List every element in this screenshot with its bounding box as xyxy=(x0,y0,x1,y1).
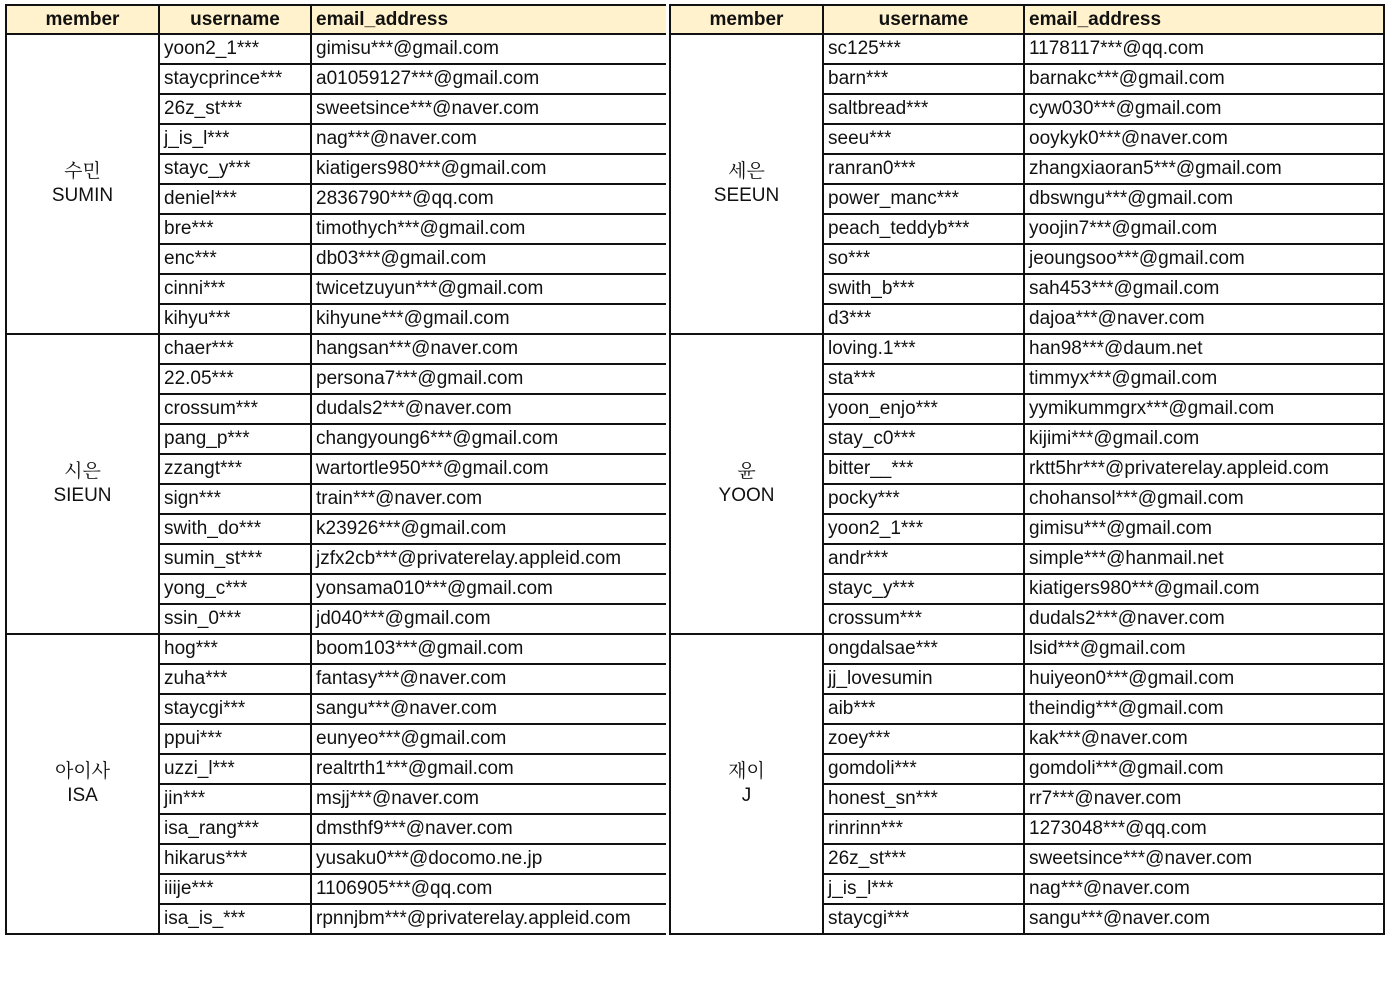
email-cell[interactable]: jd040***@gmail.com xyxy=(311,604,667,634)
username-cell[interactable]: honest_sn*** xyxy=(823,784,1024,814)
email-cell[interactable]: sweetsince***@naver.com xyxy=(311,94,667,124)
username-cell[interactable]: zoey*** xyxy=(823,724,1024,754)
email-cell[interactable]: kiatigers980***@gmail.com xyxy=(1024,574,1384,604)
email-cell[interactable]: 1273048***@qq.com xyxy=(1024,814,1384,844)
email-cell[interactable]: dmsthf9***@naver.com xyxy=(311,814,667,844)
member-cell[interactable] xyxy=(6,334,159,634)
member-english-name: ISA xyxy=(67,785,98,806)
email-cell[interactable]: 1106905***@qq.com xyxy=(311,874,667,904)
email-cell[interactable]: ooykyk0***@naver.com xyxy=(1024,124,1384,154)
email-cell[interactable]: dudals2***@naver.com xyxy=(1024,604,1384,634)
member-korean-name: 윤 xyxy=(737,461,756,482)
username-cell[interactable]: peach_teddyb*** xyxy=(823,214,1024,244)
username-cell[interactable]: staycprince*** xyxy=(159,64,311,94)
email-cell[interactable]: dudals2***@naver.com xyxy=(311,394,667,424)
left-member-table xyxy=(5,4,668,935)
email-cell[interactable]: msjj***@naver.com xyxy=(311,784,667,814)
email-cell[interactable]: db03***@gmail.com xyxy=(311,244,667,274)
right-member-table xyxy=(669,4,1385,935)
username-cell[interactable]: isa_rang*** xyxy=(159,814,311,844)
email-cell[interactable]: sweetsince***@naver.com xyxy=(1024,844,1384,874)
email-cell[interactable]: boom103***@gmail.com xyxy=(311,634,667,664)
username-cell[interactable]: deniel*** xyxy=(159,184,311,214)
username-cell[interactable]: so*** xyxy=(823,244,1024,274)
username-cell[interactable]: cinni*** xyxy=(159,274,311,304)
username-cell[interactable]: jj_lovesumin xyxy=(823,664,1024,694)
username-cell[interactable]: hog*** xyxy=(159,634,311,664)
email-cell[interactable]: dajoa***@naver.com xyxy=(1024,304,1384,334)
table-row xyxy=(6,34,667,64)
email-cell[interactable]: nag***@naver.com xyxy=(1024,874,1384,904)
username-header[interactable]: username xyxy=(823,5,1024,34)
member-header[interactable]: member xyxy=(670,5,823,34)
email-cell[interactable]: huiyeon0***@gmail.com xyxy=(1024,664,1384,694)
email-cell[interactable]: train***@naver.com xyxy=(311,484,667,514)
member-english-name: J xyxy=(741,785,752,806)
email-cell[interactable]: sangu***@naver.com xyxy=(1024,904,1384,934)
username-cell[interactable]: bre*** xyxy=(159,214,311,244)
email-cell[interactable]: gomdoli***@gmail.com xyxy=(1024,754,1384,784)
table-row xyxy=(670,634,1384,664)
email-cell[interactable]: kak***@naver.com xyxy=(1024,724,1384,754)
username-cell[interactable]: power_manc*** xyxy=(823,184,1024,214)
username-cell[interactable]: uzzi_l*** xyxy=(159,754,311,784)
username-cell[interactable]: barn*** xyxy=(823,64,1024,94)
member-cell[interactable] xyxy=(670,634,823,934)
member-cell[interactable] xyxy=(6,634,159,934)
email-header[interactable]: email_address xyxy=(311,5,667,34)
username-cell[interactable]: chaer*** xyxy=(159,334,311,364)
header-row xyxy=(6,5,667,34)
username-cell[interactable]: zzangt*** xyxy=(159,454,311,484)
email-cell[interactable]: yymikummgrx***@gmail.com xyxy=(1024,394,1384,424)
email-cell[interactable]: jzfx2cb***@privaterelay.appleid.com xyxy=(311,544,667,574)
email-cell[interactable]: theindig***@gmail.com xyxy=(1024,694,1384,724)
username-cell[interactable]: crossum*** xyxy=(159,394,311,424)
email-cell[interactable]: timothych***@gmail.com xyxy=(311,214,667,244)
email-cell[interactable]: wartortle950***@gmail.com xyxy=(311,454,667,484)
username-cell[interactable]: zuha*** xyxy=(159,664,311,694)
username-cell[interactable]: sc125*** xyxy=(823,34,1024,64)
username-cell[interactable]: ranran0*** xyxy=(823,154,1024,184)
email-cell[interactable]: nag***@naver.com xyxy=(311,124,667,154)
email-cell[interactable]: chohansol***@gmail.com xyxy=(1024,484,1384,514)
email-cell[interactable]: twicetzuyun***@gmail.com xyxy=(311,274,667,304)
email-cell[interactable]: timmyx***@gmail.com xyxy=(1024,364,1384,394)
email-cell[interactable]: gimisu***@gmail.com xyxy=(1024,514,1384,544)
member-korean-name: 세은 xyxy=(728,161,765,182)
member-korean-name: 시은 xyxy=(64,461,101,482)
username-cell[interactable]: stay_c0*** xyxy=(823,424,1024,454)
email-cell[interactable]: a01059127***@gmail.com xyxy=(311,64,667,94)
email-cell[interactable]: zhangxiaoran5***@gmail.com xyxy=(1024,154,1384,184)
username-cell[interactable]: jin*** xyxy=(159,784,311,814)
email-cell[interactable]: fantasy***@naver.com xyxy=(311,664,667,694)
email-cell[interactable]: 1178117***@qq.com xyxy=(1024,34,1384,64)
table-row xyxy=(670,34,1384,64)
username-cell[interactable]: bitter__*** xyxy=(823,454,1024,484)
email-cell[interactable]: realtrth1***@gmail.com xyxy=(311,754,667,784)
member-english-name: YOON xyxy=(718,485,775,506)
email-cell[interactable]: yoojin7***@gmail.com xyxy=(1024,214,1384,244)
email-cell[interactable]: barnakc***@gmail.com xyxy=(1024,64,1384,94)
username-cell[interactable]: ongdalsae*** xyxy=(823,634,1024,664)
username-cell[interactable]: seeu*** xyxy=(823,124,1024,154)
username-cell[interactable]: iiije*** xyxy=(159,874,311,904)
username-cell[interactable]: sta*** xyxy=(823,364,1024,394)
email-cell[interactable]: sah453***@gmail.com xyxy=(1024,274,1384,304)
member-korean-name: 아이사 xyxy=(54,761,111,782)
email-cell[interactable]: hangsan***@naver.com xyxy=(311,334,667,364)
email-cell[interactable]: dbswngu***@gmail.com xyxy=(1024,184,1384,214)
member-english-name: SEEUN xyxy=(713,185,780,206)
username-cell[interactable]: rinrinn*** xyxy=(823,814,1024,844)
username-cell[interactable]: yoon_enjo*** xyxy=(823,394,1024,424)
username-cell[interactable]: swith_b*** xyxy=(823,274,1024,304)
email-cell[interactable]: sangu***@naver.com xyxy=(311,694,667,724)
username-cell[interactable]: staycgi*** xyxy=(823,904,1024,934)
username-cell[interactable]: enc*** xyxy=(159,244,311,274)
member-english-name: SUMIN xyxy=(51,185,114,206)
email-cell[interactable]: rktt5hr***@privaterelay.appleid.com xyxy=(1024,454,1384,484)
username-cell[interactable]: aib*** xyxy=(823,694,1024,724)
username-cell[interactable]: swith_do*** xyxy=(159,514,311,544)
table-row xyxy=(6,634,667,664)
member-korean-name: 수민 xyxy=(64,161,101,182)
email-cell[interactable]: changyoung6***@gmail.com xyxy=(311,424,667,454)
username-cell[interactable]: saltbread*** xyxy=(823,94,1024,124)
username-cell[interactable]: staycgi*** xyxy=(159,694,311,724)
username-cell[interactable]: stayc_y*** xyxy=(159,154,311,184)
header-row xyxy=(670,5,1384,34)
username-cell[interactable]: andr*** xyxy=(823,544,1024,574)
email-cell[interactable]: lsid***@gmail.com xyxy=(1024,634,1384,664)
username-cell[interactable]: sumin_st*** xyxy=(159,544,311,574)
table-row xyxy=(670,334,1384,364)
member-english-name: SIEUN xyxy=(53,485,112,506)
email-cell[interactable]: rpnnjbm***@privaterelay.appleid.com xyxy=(311,904,667,934)
username-cell[interactable]: yong_c*** xyxy=(159,574,311,604)
member-cell[interactable] xyxy=(6,34,159,334)
email-header[interactable]: email_address xyxy=(1024,5,1384,34)
username-cell[interactable]: loving.1*** xyxy=(823,334,1024,364)
email-cell[interactable]: kijimi***@gmail.com xyxy=(1024,424,1384,454)
username-cell[interactable]: 26z_st*** xyxy=(159,94,311,124)
email-cell[interactable]: gimisu***@gmail.com xyxy=(311,34,667,64)
email-cell[interactable]: han98***@daum.net xyxy=(1024,334,1384,364)
username-cell[interactable]: sign*** xyxy=(159,484,311,514)
email-cell[interactable]: 2836790***@qq.com xyxy=(311,184,667,214)
username-cell[interactable]: yoon2_1*** xyxy=(159,34,311,64)
username-cell[interactable]: 22.05*** xyxy=(159,364,311,394)
username-cell[interactable]: ssin_0*** xyxy=(159,604,311,634)
member-header[interactable]: member xyxy=(6,5,159,34)
username-header[interactable]: username xyxy=(159,5,311,34)
member-cell[interactable] xyxy=(670,334,823,634)
username-cell[interactable]: ppui*** xyxy=(159,724,311,754)
username-cell[interactable]: j_is_l*** xyxy=(823,874,1024,904)
email-cell[interactable]: kiatigers980***@gmail.com xyxy=(311,154,667,184)
username-cell[interactable]: 26z_st*** xyxy=(823,844,1024,874)
email-cell[interactable]: k23926***@gmail.com xyxy=(311,514,667,544)
username-cell[interactable]: gomdoli*** xyxy=(823,754,1024,784)
username-cell[interactable]: d3*** xyxy=(823,304,1024,334)
table-row xyxy=(6,334,667,364)
email-cell[interactable]: cyw030***@gmail.com xyxy=(1024,94,1384,124)
username-cell[interactable]: yoon2_1*** xyxy=(823,514,1024,544)
email-cell[interactable]: persona7***@gmail.com xyxy=(311,364,667,394)
email-cell[interactable]: kihyune***@gmail.com xyxy=(311,304,667,334)
username-cell[interactable]: j_is_l*** xyxy=(159,124,311,154)
email-cell[interactable]: eunyeo***@gmail.com xyxy=(311,724,667,754)
username-cell[interactable]: stayc_y*** xyxy=(823,574,1024,604)
username-cell[interactable]: pang_p*** xyxy=(159,424,311,454)
member-korean-name: 재이 xyxy=(728,761,765,782)
username-cell[interactable]: isa_is_*** xyxy=(159,904,311,934)
email-cell[interactable]: rr7***@naver.com xyxy=(1024,784,1384,814)
username-cell[interactable]: hikarus*** xyxy=(159,844,311,874)
email-cell[interactable]: yusaku0***@docomo.ne.jp xyxy=(311,844,667,874)
username-cell[interactable]: kihyu*** xyxy=(159,304,311,334)
email-cell[interactable]: yonsama010***@gmail.com xyxy=(311,574,667,604)
email-cell[interactable]: simple***@hanmail.net xyxy=(1024,544,1384,574)
username-cell[interactable]: crossum*** xyxy=(823,604,1024,634)
username-cell[interactable]: pocky*** xyxy=(823,484,1024,514)
email-cell[interactable]: jeoungsoo***@gmail.com xyxy=(1024,244,1384,274)
member-cell[interactable] xyxy=(670,34,823,334)
